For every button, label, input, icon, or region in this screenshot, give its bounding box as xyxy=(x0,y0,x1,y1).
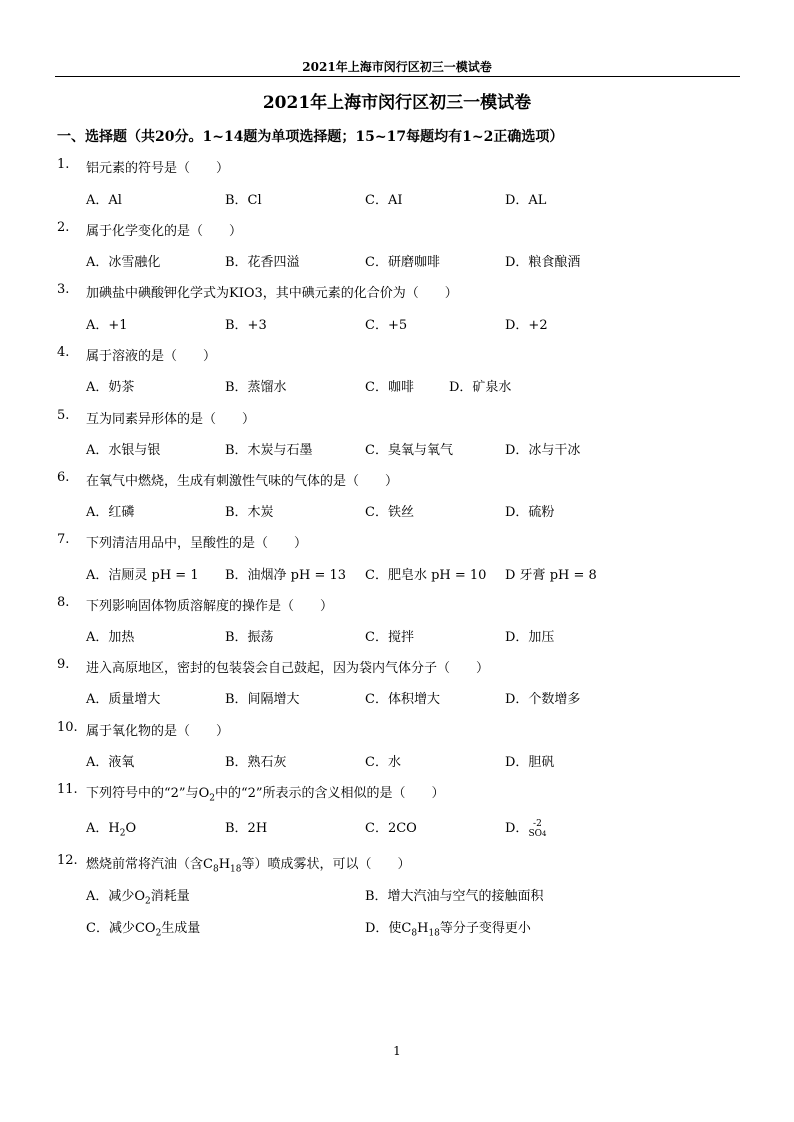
question-11 xyxy=(0,782,794,806)
option-d: D． -2 SO4 xyxy=(505,818,547,839)
question-stem: 加碘盐中碘酸钾化学式为KIO3，其中碘元素的化合价为（ ） xyxy=(86,286,458,301)
question-4 xyxy=(0,345,794,369)
option-d: D．胆矾 xyxy=(505,755,555,770)
question-stem: 下列影响固体物质溶解度的操作是（ ） xyxy=(86,599,334,614)
question-number: 12. xyxy=(57,853,78,868)
question-4-options xyxy=(0,376,794,400)
option-d: D．AL xyxy=(505,193,547,208)
option-a: A．Al xyxy=(86,193,122,208)
option-c: C．搅拌 xyxy=(365,630,414,645)
question-2 xyxy=(0,220,794,244)
option-b: B．Cl xyxy=(225,193,262,208)
option-a: A．+1 xyxy=(86,318,128,333)
option-a: A．减少$O_2$消耗量 xyxy=(86,889,190,907)
question-9 xyxy=(0,657,794,681)
option-a: A．$H_2O$ xyxy=(86,821,137,839)
question-stem: 在氧气中燃烧，生成有刺激性气味的气体的是（ ） xyxy=(86,474,399,489)
running-header: 2021年上海市闵行区初三一模试卷 xyxy=(302,60,492,74)
option-d: D．个数增多 xyxy=(505,692,581,707)
question-number: 2. xyxy=(57,220,70,235)
question-12-options-row-2 xyxy=(0,917,794,941)
question-3 xyxy=(0,282,794,306)
question-11-options xyxy=(0,817,794,841)
question-5-options xyxy=(0,439,794,463)
option-a: A．奶茶 xyxy=(86,380,135,395)
question-stem: 铝元素的符号是（ ） xyxy=(86,161,230,176)
option-b: B．间隔增大 xyxy=(225,692,300,707)
option-b: B．+3 xyxy=(225,318,267,333)
question-stem: 燃烧前常将汽油（含$C_8H_{18}$等）喷成雾状，可以（ ） xyxy=(86,857,411,875)
question-3-options xyxy=(0,314,794,338)
question-number: 5. xyxy=(57,408,70,423)
document-title: 2021年上海市闵行区初三一模试卷 xyxy=(262,93,532,113)
header-rule xyxy=(55,76,740,77)
option-a: A．水银与银 xyxy=(86,443,161,458)
question-10 xyxy=(0,720,794,744)
option-d: D．+2 xyxy=(505,318,548,333)
option-d: D．冰与干冰 xyxy=(505,443,581,458)
question-9-options xyxy=(0,688,794,712)
option-b: B．木炭与石墨 xyxy=(225,443,313,458)
question-8-options xyxy=(0,626,794,650)
question-stem: 进入高原地区，密封的包装袋会自己鼓起，因为袋内气体分子（ ） xyxy=(86,661,490,676)
option-a: A．红磷 xyxy=(86,505,135,520)
question-number: 6. xyxy=(57,470,70,485)
option-c: C．减少$CO_2$生成量 xyxy=(86,921,201,939)
question-number: 8. xyxy=(57,595,70,610)
option-d: D 牙膏 pH = 8 xyxy=(505,568,597,583)
option-b: B．振荡 xyxy=(225,630,274,645)
question-number: 3. xyxy=(57,282,70,297)
question-8 xyxy=(0,595,794,619)
option-c: C．肥皂水 pH = 10 xyxy=(365,568,487,583)
option-b: B．木炭 xyxy=(225,505,274,520)
option-b: B．2H xyxy=(225,821,268,836)
option-c: C．研磨咖啡 xyxy=(365,255,440,270)
option-c: C．咖啡 xyxy=(365,380,414,395)
question-number: 11. xyxy=(57,782,78,797)
option-a: A．洁厕灵 pH = 1 xyxy=(86,568,199,583)
option-c: C．+5 xyxy=(365,318,408,333)
option-b: B．花香四溢 xyxy=(225,255,300,270)
question-6 xyxy=(0,470,794,494)
question-5 xyxy=(0,408,794,432)
question-stem: 下列清洁用品中，呈酸性的是（ ） xyxy=(86,536,308,551)
question-number: 1. xyxy=(57,157,70,172)
option-b: B．油烟净 pH = 13 xyxy=(225,568,347,583)
question-10-options xyxy=(0,751,794,775)
question-12-options-row-1 xyxy=(0,885,794,909)
option-b: B．增大汽油与空气的接触面积 xyxy=(365,889,544,904)
option-b: B．蒸馏水 xyxy=(225,380,287,395)
question-12 xyxy=(0,853,794,877)
option-d: D．硫粉 xyxy=(505,505,555,520)
question-1-options xyxy=(0,189,794,213)
question-stem: 属于化学变化的是（ ） xyxy=(86,224,243,239)
question-number: 4. xyxy=(57,345,70,360)
option-c: C．水 xyxy=(365,755,401,770)
option-c: C．2CO xyxy=(365,821,417,836)
question-1 xyxy=(0,157,794,181)
question-7-options xyxy=(0,564,794,588)
option-c: C．体积增大 xyxy=(365,692,440,707)
question-stem: 互为同素异形体的是（ ） xyxy=(86,412,256,427)
option-d: D．粮食酿酒 xyxy=(505,255,581,270)
question-6-options xyxy=(0,501,794,525)
option-c: C．臭氧与氧气 xyxy=(365,443,453,458)
option-a: A．加热 xyxy=(86,630,135,645)
question-stem: 下列符号中的“2”与$O_2$中的“2”所表示的含义相似的是（ ） xyxy=(86,786,445,804)
option-c: C．铁丝 xyxy=(365,505,414,520)
option-d: D．矿泉水 xyxy=(449,380,512,395)
question-number: 10. xyxy=(57,720,78,735)
option-a: A．液氧 xyxy=(86,755,135,770)
page-number: 1 xyxy=(393,1044,401,1058)
section-heading: 一、选择题（共20分。1~14题为单项选择题；15~17每题均有1~2正确选项） xyxy=(57,129,564,145)
option-a: A．质量增大 xyxy=(86,692,161,707)
question-7 xyxy=(0,532,794,556)
option-c: C．AI xyxy=(365,193,403,208)
option-b: B．熟石灰 xyxy=(225,755,287,770)
option-a: A．冰雪融化 xyxy=(86,255,161,270)
sulfate-ion-formula: -2 SO4 xyxy=(528,818,547,839)
question-stem: 属于氧化物的是（ ） xyxy=(86,724,230,739)
option-d: D．使$C_8H_{18}$等分子变得更小 xyxy=(365,921,531,939)
question-2-options xyxy=(0,251,794,275)
question-stem: 属于溶液的是（ ） xyxy=(86,349,217,364)
question-number: 7. xyxy=(57,532,70,547)
question-number: 9. xyxy=(57,657,70,672)
option-d: D．加压 xyxy=(505,630,555,645)
